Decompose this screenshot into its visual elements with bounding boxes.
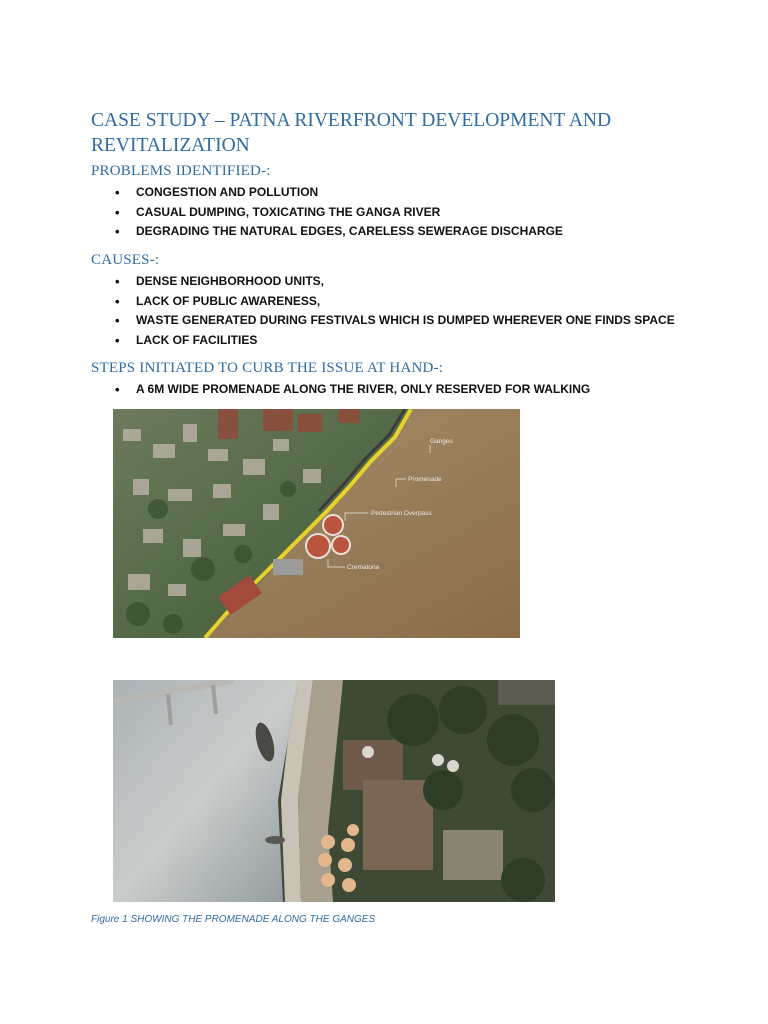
- list-item: • WASTE GENERATED DURING FESTIVALS WHICH IS DUMPED WHEREVER ONE FINDS SPACE: [112, 311, 675, 331]
- bullet: •: [115, 224, 120, 239]
- label-promenade: Promenade: [408, 476, 442, 483]
- bullet: •: [115, 293, 120, 309]
- problems-heading: PROBLEMS IDENTIFIED-:: [91, 163, 271, 179]
- figure-caption: Figure 1 SHOWING THE PROMENADE ALONG THE GANGES: [91, 914, 376, 925]
- list-item: • CONGESTION AND POLLUTION: [112, 183, 563, 203]
- steps-list: [112, 380, 590, 400]
- list-item: • DEGRADING THE NATURAL EDGES, CARELESS SEWERAGE DISCHARGE: [112, 222, 563, 242]
- causes-heading: CAUSES-:: [91, 252, 160, 268]
- bullet: •: [115, 274, 120, 289]
- list-item: • A 6M WIDE PROMENADE ALONG THE RIVER, ONLY RESERVED FOR WALKING: [112, 380, 590, 400]
- bullet: •: [115, 332, 120, 348]
- bullet: •: [115, 185, 120, 200]
- problems-list: [112, 183, 563, 242]
- label-crematoria: Crematoria: [347, 564, 380, 571]
- label-ganges: Ganges: [430, 438, 453, 445]
- bullet: •: [115, 204, 120, 220]
- bullet: •: [115, 313, 120, 328]
- bullet: •: [115, 382, 120, 397]
- aerial-photo-ghat: [113, 680, 555, 902]
- aerial-photo-riverfront: [113, 409, 520, 638]
- list-item: • LACK OF FACILITIES: [112, 331, 675, 351]
- page-title: CASE STUDY – PATNA RIVERFRONT DEVELOPMENT AND REVITALIZATION: [91, 110, 612, 156]
- label-overpass: Pedestrian Overpass: [371, 510, 432, 517]
- list-item: • DENSE NEIGHBORHOOD UNITS,: [112, 272, 675, 292]
- causes-list: [112, 272, 675, 350]
- list-item: • LACK OF PUBLIC AWARENESS,: [112, 292, 675, 312]
- list-item: • CASUAL DUMPING, TOXICATING THE GANGA RIVER: [112, 203, 563, 223]
- steps-heading: STEPS INITIATED TO CURB THE ISSUE AT HAND-:: [91, 360, 444, 376]
